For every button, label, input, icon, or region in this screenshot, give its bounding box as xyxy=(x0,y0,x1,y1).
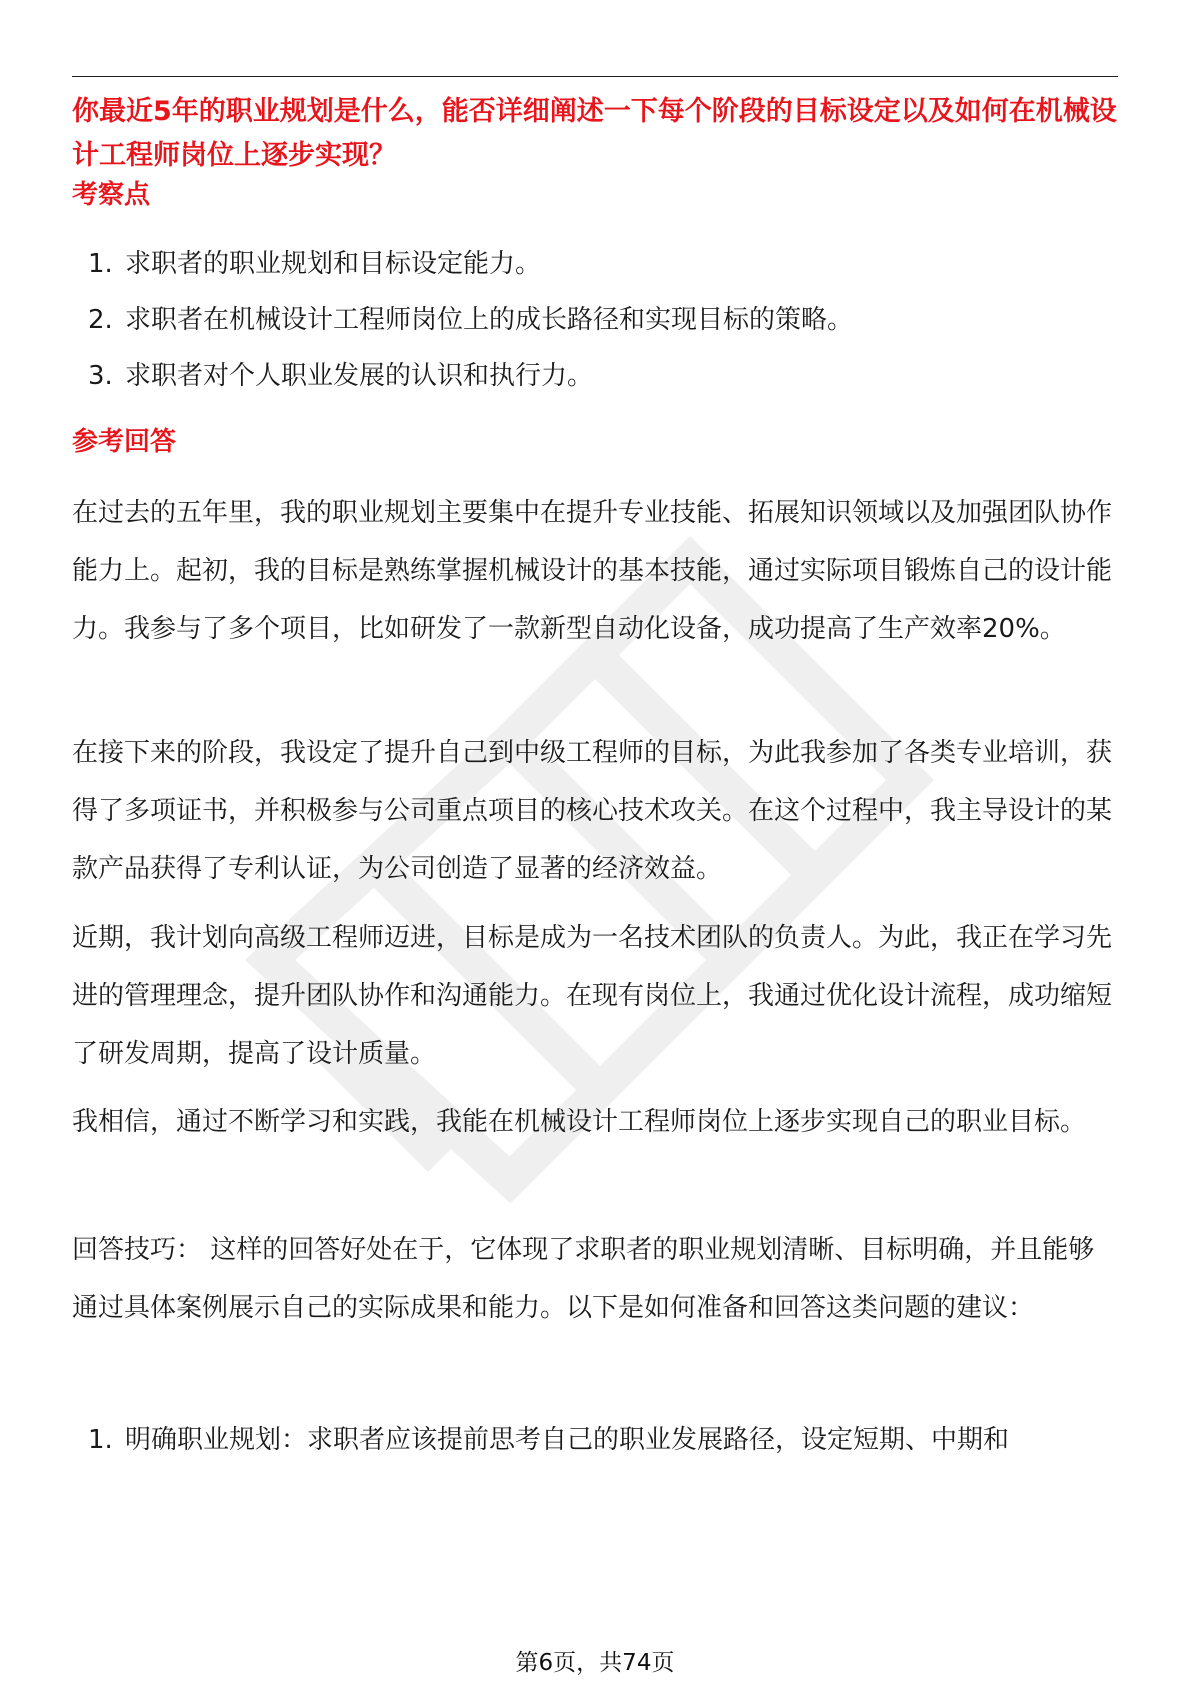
list-item: 3. 求职者对个人职业发展的认识和执行力。 xyxy=(88,361,594,391)
exam-points-list xyxy=(72,236,1118,404)
answer-paragraph: 在过去的五年里，我的职业规划主要集中在提升专业技能、拓展知识领域以及加强团队协作能力上。起初，我的目标是熟练掌握机械设计的基本技能，通过实际项目锻炼自己的设计能力。我参与了多个项目，比如研发了一款新型自动化设备，成功提高了生产效率20%。 xyxy=(72,498,1113,644)
exam-points-heading: 考察点 xyxy=(72,180,151,210)
list-item: 2. 求职者在机械设计工程师岗位上的成长路径和实现目标的策略。 xyxy=(88,305,854,335)
answer-paragraph: 在接下来的阶段，我设定了提升自己到中级工程师的目标，为此我参加了各类专业培训，获得了多项证书，并积极参与公司重点项目的核心技术攻关。在这个过程中，我主导设计的某款产品获得了专利认证，为公司创造了显著的经济效益。 xyxy=(72,738,1113,884)
document-page xyxy=(72,0,1118,1684)
top-rule xyxy=(72,76,1118,77)
answer-paragraph: 近期，我计划向高级工程师迈进，目标是成为一名技术团队的负责人。为此，我正在学习先进的管理理念，提升团队协作和沟通能力。在现有岗位上，我通过优化设计流程，成功缩短了研发周期，提高了设计质量。 xyxy=(72,923,1113,1069)
page-footer: 第6页，共74页 xyxy=(515,1650,675,1676)
answer-paragraph: 我相信，通过不断学习和实践，我能在机械设计工程师岗位上逐步实现自己的职业目标。 xyxy=(72,1107,1087,1137)
question-title: 你最近5年的职业规划是什么，能否详细阐述一下每个阶段的目标设定以及如何在机械设计工程师岗位上逐步实现？ xyxy=(72,96,1117,171)
reference-answer-heading: 参考回答 xyxy=(72,427,177,457)
tips-list xyxy=(72,1412,1118,1468)
answer-tips-paragraph: 回答技巧： 这样的回答好处在于，它体现了求职者的职业规划清晰、目标明确，并且能够通过具体案例展示自己的实际成果和能力。以下是如何准备和回答这类问题的建议： xyxy=(72,1235,1095,1323)
list-item: 1. 明确职业规划：求职者应该提前思考自己的职业发展路径，设定短期、中期和 xyxy=(88,1425,1010,1455)
list-item: 1. 求职者的职业规划和目标设定能力。 xyxy=(88,249,542,279)
